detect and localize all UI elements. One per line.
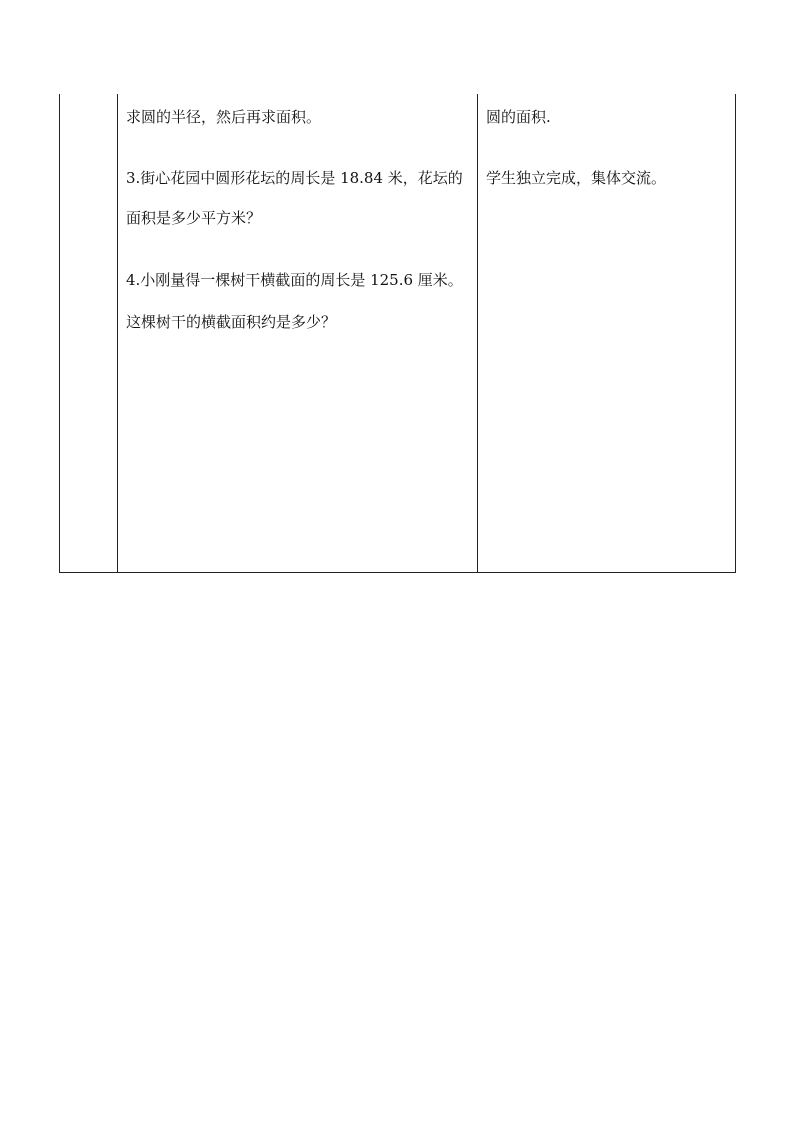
table-divider-1 [117, 94, 118, 573]
table-border-left [59, 94, 60, 573]
table-border-right [735, 94, 736, 573]
question-3-line-1: 3.街心花园中圆形花坛的周长是 18.84 米，花坛的 [126, 169, 463, 187]
question-4-line-2: 这棵树干的横截面积约是多少？ [126, 313, 337, 331]
right-text-circle-area: 圆的面积. [486, 108, 551, 126]
table-divider-2 [477, 94, 478, 573]
question-3-line-2: 面积是多少平方米？ [126, 209, 262, 227]
lesson-table [59, 94, 735, 573]
right-text-student-activity: 学生独立完成，集体交流。 [486, 169, 667, 187]
question-4-line-1: 4.小刚量得一棵树干横截面的周长是 125.6 厘米。 [126, 271, 463, 289]
text-line-radius-area: 求圆的半径，然后再求面积。 [126, 108, 322, 126]
